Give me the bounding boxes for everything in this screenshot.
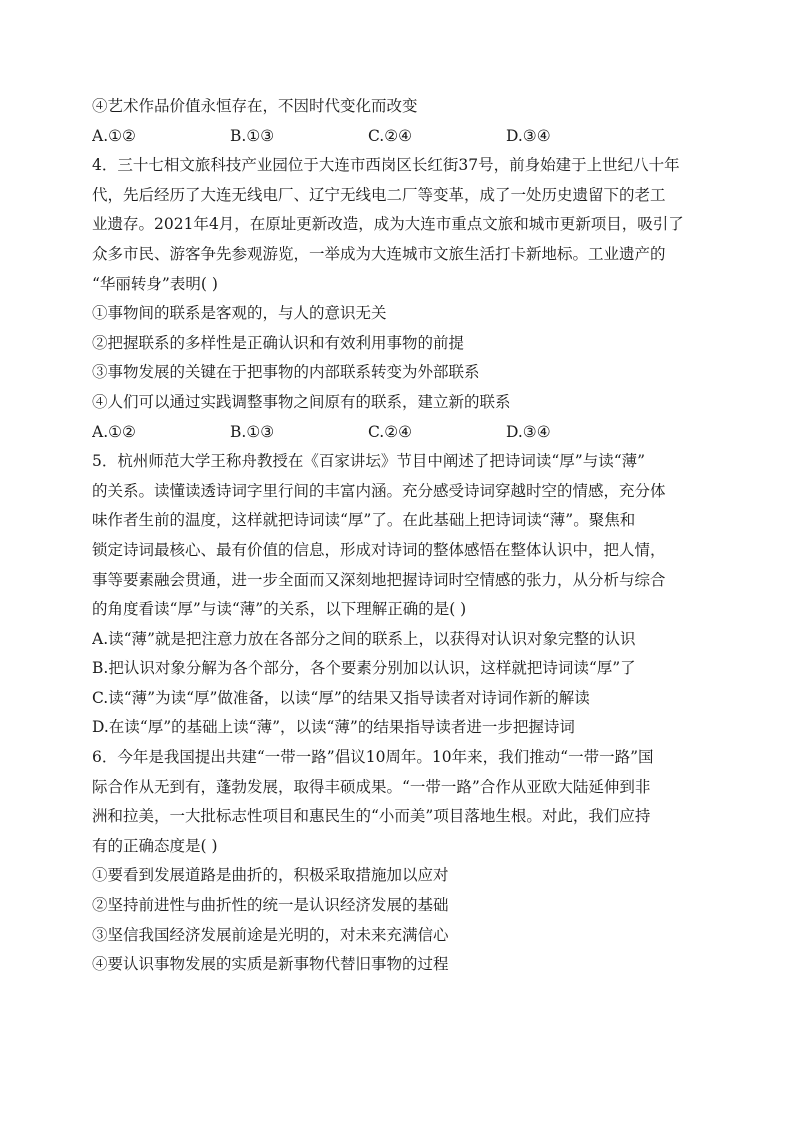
q6-stem-line: 6．今年是我国提出共建“一带一路”倡议10周年。10年来，我们推动“一带一路”国: [92, 748, 654, 767]
q6-item-3: ③坚信我国经济发展前途是光明的，对未来充满信心: [92, 925, 449, 944]
q3-options: [92, 122, 704, 152]
q4-stem-line: 众多市民、游客争先参观游览，一举成为大连城市文旅生活打卡新地标。工业遗产的: [92, 244, 666, 263]
q5-stem-line: 的关系。读懂读透诗词字里行间的丰富内涵。充分感受诗词穿越时空的情感，充分体: [92, 481, 666, 500]
q6-stem-line: 洲和拉美，一大批标志性项目和惠民生的“小而美”项目落地生根。对此，我们应持: [92, 807, 651, 826]
q3-item-4: ④艺术作品价值永恒存在，不因时代变化而改变: [92, 97, 418, 115]
q4-option-d[interactable]: D.③④: [506, 422, 551, 441]
q5-stem-line: 事等要素融会贯通，进一步全面而又深刻地把握诗词时空情感的张力，从分析与综合: [92, 570, 666, 589]
q5-stem-line: 味作者生前的温度，这样就把诗词读“厚”了。在此基础上把诗词读“薄”。聚焦和: [92, 511, 636, 530]
q5-stem-line: 5．杭州师范大学王称舟教授在《百家讲坛》节目中阐述了把诗词读“厚”与读“薄”: [92, 452, 646, 471]
q4-item-4: ④人们可以通过实践调整事物之间原有的联系，建立新的联系: [92, 392, 511, 411]
q3-option-b[interactable]: B.①③: [230, 126, 275, 145]
q6-item-4: ④要认识事物发展的实质是新事物代替旧事物的过程: [92, 955, 449, 974]
exam-page: [92, 92, 704, 980]
q4-stem-line: “华丽转身”表明( ): [92, 274, 218, 293]
q4-option-c[interactable]: C.②④: [368, 422, 413, 441]
q3-option-c[interactable]: C.②④: [368, 126, 413, 145]
q4-stem-line: 4．三十七相文旅科技产业园位于大连市西岗区长红街37号，前身始建于上世纪八十年: [92, 156, 680, 175]
q3-option-d[interactable]: D.③④: [506, 126, 551, 145]
q5-option-c[interactable]: C.读“薄”为读“厚”做准备，以读“厚”的结果又指导读者对诗词作新的解读: [92, 688, 590, 707]
q5-option-b[interactable]: B.把认识对象分解为各个部分，各个要素分别加以认识，这样就把诗词读“厚”了: [92, 659, 636, 678]
q4-item-2: ②把握联系的多样性是正确认识和有效利用事物的前提: [92, 333, 465, 352]
q3-option-a[interactable]: A.①②: [92, 126, 136, 145]
q6-stem-line: 有的正确态度是( ): [92, 836, 218, 855]
q4-stem-line: 业遗存。2021年4月，在原址更新改造，成为大连市重点文旅和城市更新项目，吸引了: [92, 215, 684, 234]
q4-option-a[interactable]: A.①②: [92, 422, 136, 441]
q5-option-d[interactable]: D.在读“厚”的基础上读“薄”，以读“薄”的结果指导读者进一步把握诗词: [92, 718, 575, 737]
q4-options: [92, 418, 704, 448]
q6-item-1: ①要看到发展道路是曲折的，积极采取措施加以应对: [92, 866, 449, 885]
q6-stem-line: 际合作从无到有，蓬勃发展，取得丰硕成果。“一带一路”合作从亚欧大陆延伸到非: [92, 777, 651, 796]
q4-option-b[interactable]: B.①③: [230, 422, 275, 441]
q4-item-1: ①事物间的联系是客观的，与人的意识无关: [92, 304, 387, 323]
q5-option-a[interactable]: A.读“薄”就是把注意力放在各部分之间的联系上，以获得对认识对象完整的认识: [92, 629, 636, 648]
q4-item-3: ③事物发展的关键在于把事物的内部联系转变为外部联系: [92, 363, 480, 382]
q5-stem-line: 锁定诗词最核心、最有价值的信息，形成对诗词的整体感悟在整体认识中，把人情，: [92, 540, 666, 559]
q4-stem-line: 代，先后经历了大连无线电厂、辽宁无线电二厂等变革，成了一处历史遗留下的老工: [92, 185, 666, 204]
q5-stem-line: 的角度看读“厚”与读“薄”的关系，以下理解正确的是( ): [92, 600, 467, 619]
q6-item-2: ②坚持前进性与曲折性的统一是认识经济发展的基础: [92, 896, 449, 915]
